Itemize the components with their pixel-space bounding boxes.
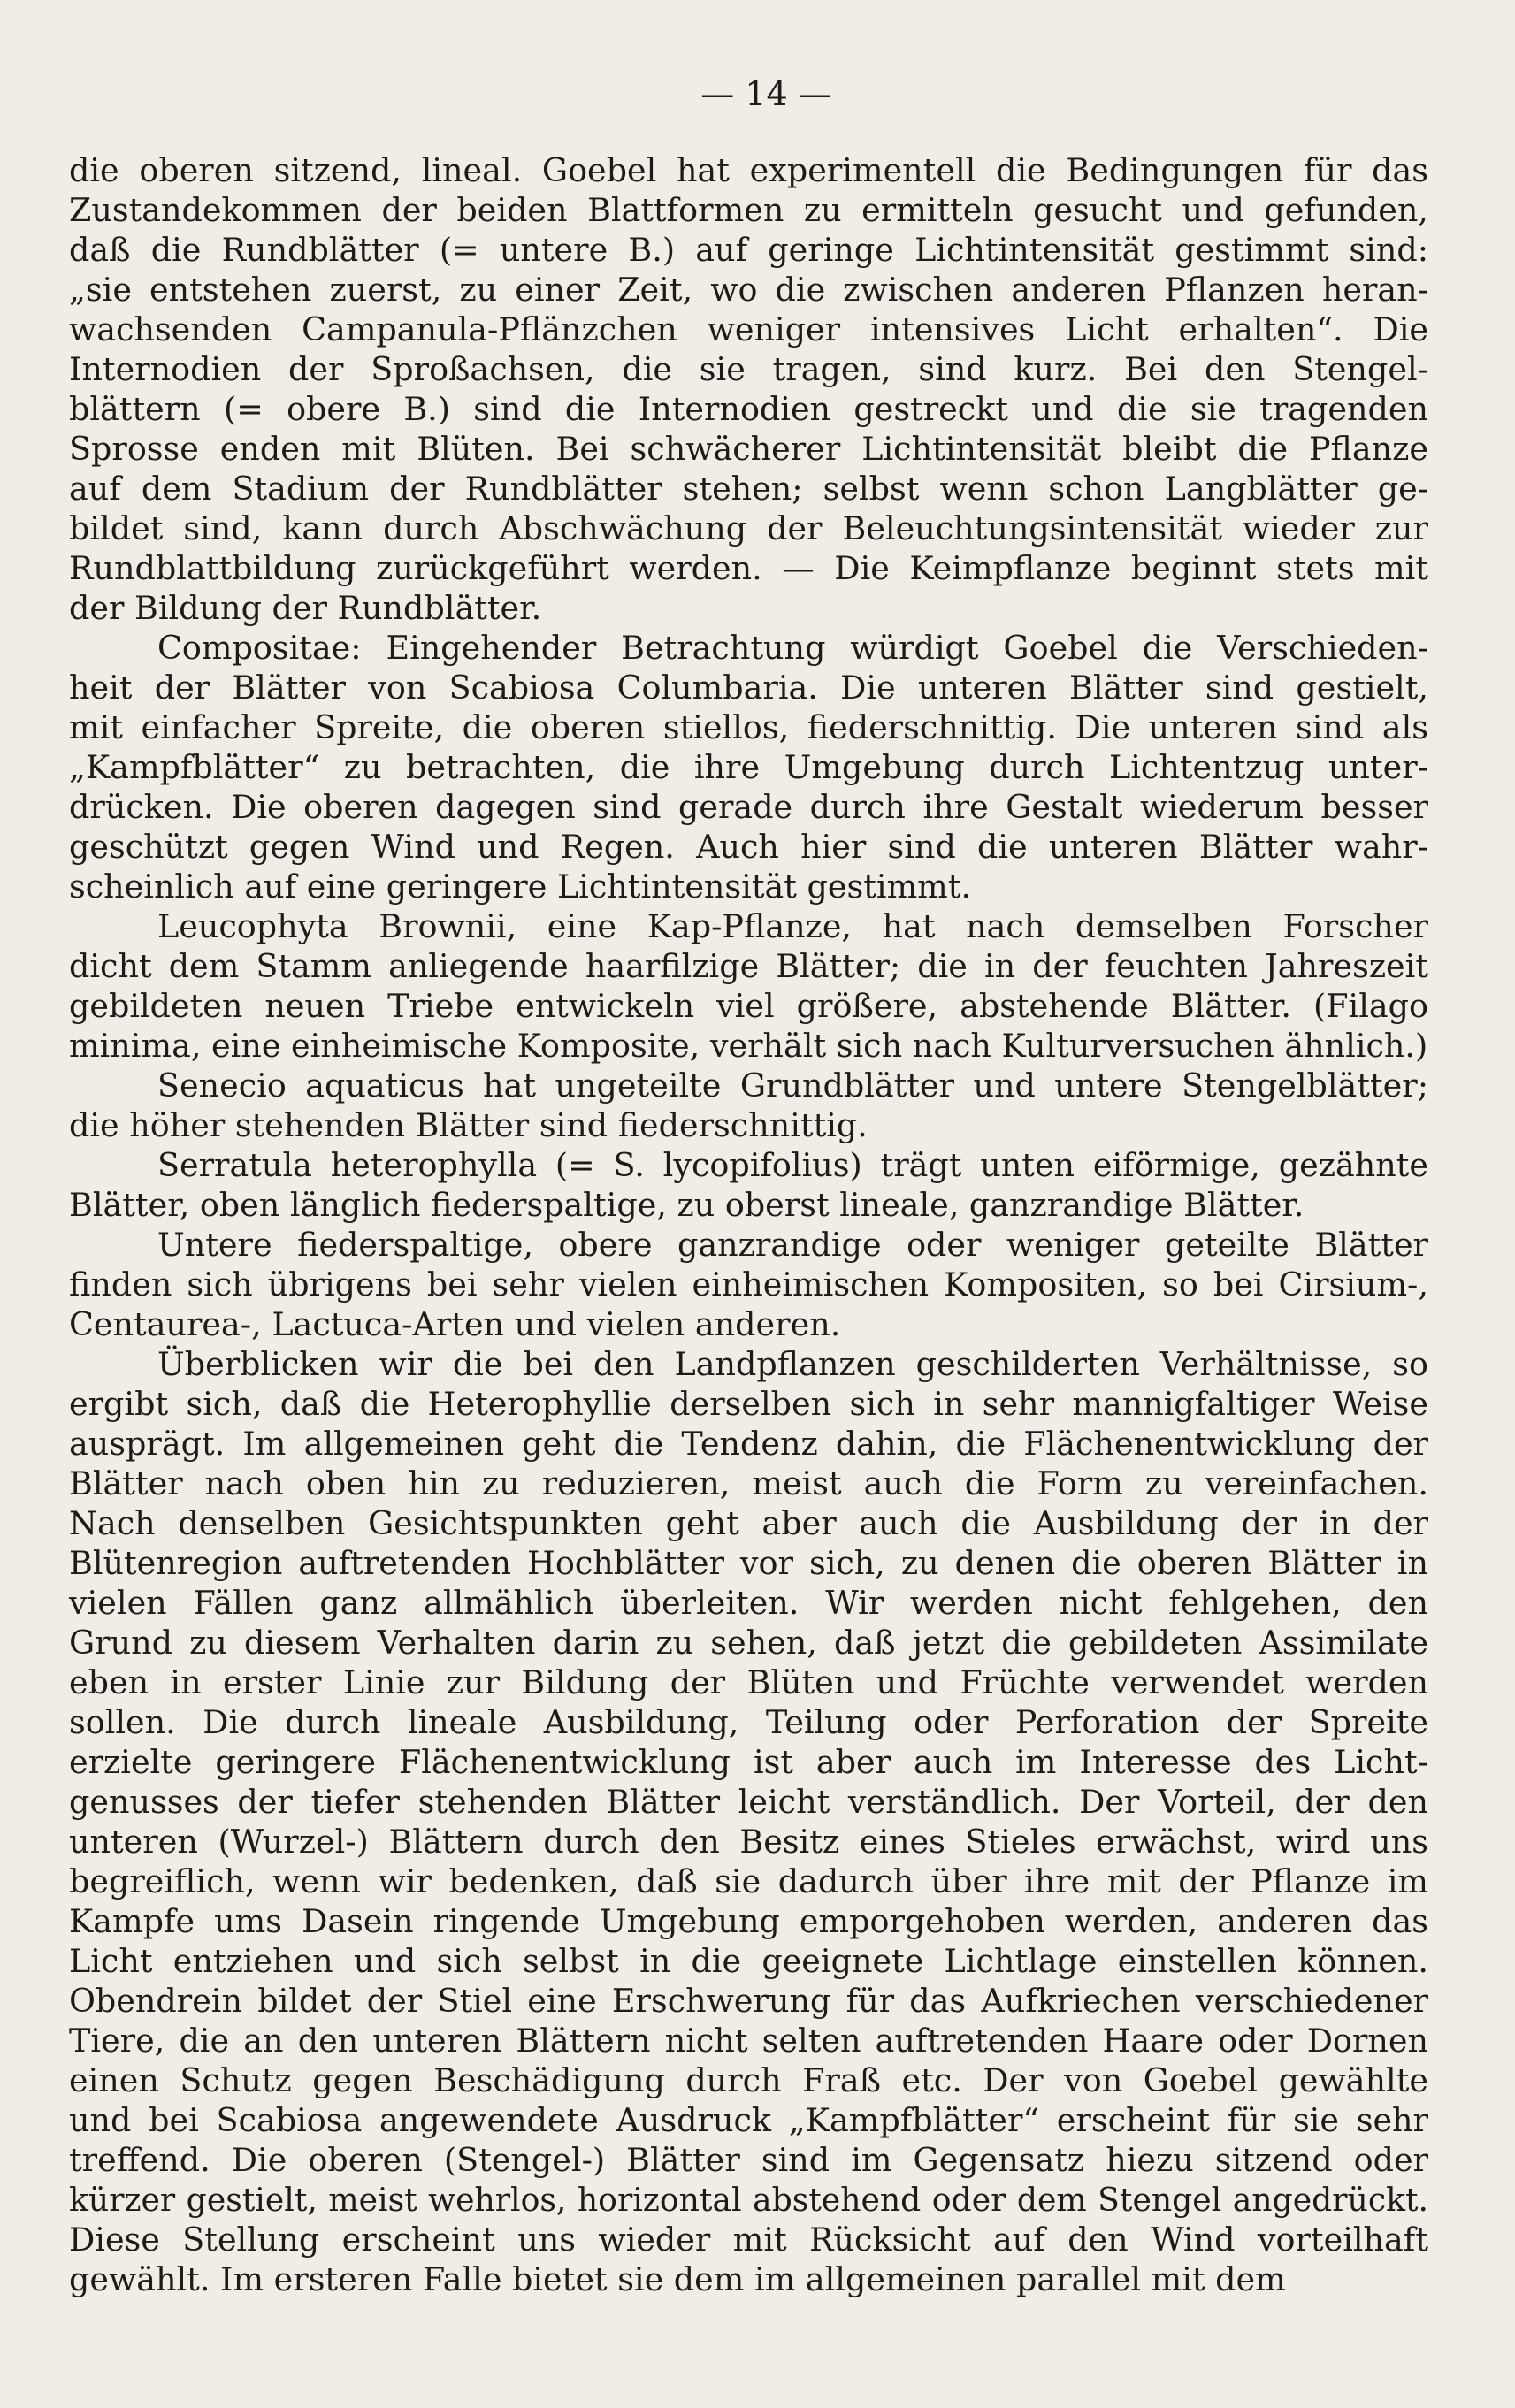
- text-line: erzielte geringere Flächenentwicklung ist aber auch im Interesse des Licht-: [69, 1743, 1428, 1781]
- text-line: heit der Blätter von Scabiosa Columbaria. Die unteren Blätter sind gestielt,: [69, 669, 1428, 707]
- paragraph: [69, 1066, 1428, 1145]
- text-line: die oberen sitzend, lineal. Goebel hat experimentell die Bedingungen für das: [69, 151, 1428, 189]
- text-line: bildet sind, kann durch Abschwächung der Beleuchtungsintensität wieder zur: [69, 509, 1428, 547]
- text-line: Blätter nach oben hin zu reduzieren, meist auch die Form zu vereinfachen.: [69, 1464, 1428, 1502]
- page-number: — 14 —: [700, 74, 832, 113]
- paragraph: [69, 1145, 1428, 1225]
- text-line: ausprägt. Im allgemeinen geht die Tendenz dahin, die Flächenentwicklung der: [69, 1425, 1428, 1463]
- text-line: sollen. Die durch lineale Ausbildung, Teilung oder Perforation der Spreite: [69, 1703, 1428, 1741]
- text-line: Grund zu diesem Verhalten darin zu sehen, daß jetzt die gebildeten Assimilate: [69, 1624, 1428, 1662]
- text-line: daß die Rundblätter (= untere B.) auf geringe Lichtintensität gestimmt sind:: [69, 231, 1428, 269]
- text-line: blättern (= obere B.) sind die Internodien gestreckt und die sie tragenden: [69, 390, 1428, 428]
- text-line: Kampfe ums Dasein ringende Umgebung emporgehoben werden, anderen das: [69, 1902, 1428, 1940]
- text-line: gewählt. Im ersteren Falle bietet sie dem im allgemeinen parallel mit dem: [69, 2260, 1286, 2298]
- text-line: „sie entstehen zuerst, zu einer Zeit, wo die zwischen anderen Pflanzen heran-: [69, 271, 1428, 309]
- text-line: vielen Fällen ganz allmählich überleiten. Wir werden nicht fehlgehen, den: [69, 1584, 1428, 1622]
- text-line: begreiflich, wenn wir bedenken, daß sie dadurch über ihre mit der Pflanze im: [69, 1862, 1428, 1900]
- text-line: Tiere, die an den unteren Blättern nicht selten auftretenden Haare oder Dornen: [69, 2022, 1428, 2060]
- text-line: Untere fiederspaltige, obere ganzrandige oder weniger geteilte Blätter: [157, 1226, 1428, 1264]
- text-line: wachsenden Campanula-Pflänzchen weniger intensives Licht erhalten“. Die: [69, 310, 1428, 348]
- paragraph: [69, 628, 1428, 906]
- text-line: Überblicken wir die bei den Landpflanzen geschilderten Verhältnisse, so: [157, 1345, 1428, 1383]
- text-line: Obendrein bildet der Stiel eine Erschwerung für das Aufkriechen verschiedener: [69, 1982, 1428, 2020]
- text-line: gebildeten neuen Triebe entwickeln viel größere, abstehende Blätter. (Filago: [69, 987, 1428, 1025]
- text-line: Diese Stellung erscheint uns wieder mit Rücksicht auf den Wind vorteilhaft: [69, 2221, 1428, 2259]
- text-line: die höher stehenden Blätter sind fiederschnittig.: [69, 1106, 868, 1144]
- text-line: einen Schutz gegen Beschädigung durch Fraß etc. Der von Goebel gewählte: [69, 2061, 1428, 2099]
- text-line: genusses der tiefer stehenden Blätter leicht verständlich. Der Vorteil, der den: [69, 1783, 1428, 1821]
- paragraph: [69, 1225, 1428, 1344]
- text-body: [69, 150, 1428, 2299]
- text-line: Centaurea-, Lactuca-Arten und vielen anderen.: [69, 1305, 841, 1343]
- text-line: scheinlich auf eine geringere Lichtintensität gestimmt.: [69, 868, 972, 906]
- text-line: dicht dem Stamm anliegende haarfilzige Blätter; die in der feuchten Jahreszeit: [69, 947, 1428, 985]
- text-line: ergibt sich, daß die Heterophyllie derselben sich in sehr mannigfaltiger Weise: [69, 1385, 1428, 1423]
- text-line: geschützt gegen Wind und Regen. Auch hier sind die unteren Blätter wahr-: [69, 828, 1428, 866]
- text-line: Senecio aquaticus hat ungeteilte Grundblätter und untere Stengelblätter;: [157, 1066, 1428, 1105]
- text-line: minima, eine einheimische Komposite, verhält sich nach Kulturversuchen ähnlich.): [69, 1027, 1428, 1065]
- text-line: „Kampfblätter“ zu betrachten, die ihre Umgebung durch Lichtentzug unter-: [69, 748, 1428, 786]
- text-line: Leucophyta Brownii, eine Kap-Pflanze, hat nach demselben Forscher: [157, 907, 1428, 945]
- text-line: finden sich übrigens bei sehr vielen einheimischen Kompositen, so bei Cirsium-,: [69, 1265, 1428, 1303]
- text-line: mit einfacher Spreite, die oberen stiellos, fiederschnittig. Die unteren sind als: [69, 708, 1428, 746]
- text-line: treffend. Die oberen (Stengel-) Blätter sind im Gegensatz hiezu sitzend oder: [69, 2141, 1428, 2179]
- text-line: Nach denselben Gesichtspunkten geht aber auch die Ausbildung der in der: [69, 1504, 1428, 1542]
- paragraph: [69, 150, 1428, 628]
- text-line: Internodien der Sproßachsen, die sie tragen, sind kurz. Bei den Stengel-: [69, 350, 1428, 388]
- paragraph: [69, 906, 1428, 1066]
- text-line: Sprosse enden mit Blüten. Bei schwächerer Lichtintensität bleibt die Pflanze: [69, 430, 1428, 468]
- text-line: der Bildung der Rundblätter.: [69, 589, 542, 627]
- text-line: unteren (Wurzel-) Blättern durch den Besitz eines Stieles erwächst, wird uns: [69, 1823, 1428, 1861]
- text-line: kürzer gestielt, meist wehrlos, horizontal abstehend oder dem Stengel angedrückt.: [69, 2181, 1428, 2219]
- text-line: drücken. Die oberen dagegen sind gerade durch ihre Gestalt wiederum besser: [69, 788, 1428, 826]
- text-line: auf dem Stadium der Rundblätter stehen; selbst wenn schon Langblätter ge-: [69, 470, 1428, 508]
- paragraph: [69, 1344, 1428, 2299]
- text-line: Rundblattbildung zurückgeführt werden. — Die Keimpflanze beginnt stets mit: [69, 549, 1428, 587]
- text-line: Zustandekommen der beiden Blattformen zu ermitteln gesucht und gefunden,: [69, 191, 1428, 229]
- text-line: Blütenregion auftretenden Hochblätter vor sich, zu denen die oberen Blätter in: [69, 1544, 1428, 1582]
- text-line: und bei Scabiosa angewendete Ausdruck „Kampfblätter“ erscheint für sie sehr: [69, 2101, 1428, 2139]
- text-line: Compositae: Eingehender Betrachtung würdigt Goebel die Verschieden-: [157, 629, 1428, 667]
- text-line: Licht entziehen und sich selbst in die geeignete Lichtlage einstellen können.: [69, 1942, 1428, 1980]
- text-line: eben in erster Linie zur Bildung der Blüten und Früchte verwendet werden: [69, 1663, 1428, 1701]
- text-line: Serratula heterophylla (= S. lycopifolius) trägt unten eiförmige, gezähnte: [157, 1146, 1428, 1184]
- text-line: Blätter, oben länglich fiederspaltige, zu oberst lineale, ganzrandige Blätter.: [69, 1186, 1305, 1224]
